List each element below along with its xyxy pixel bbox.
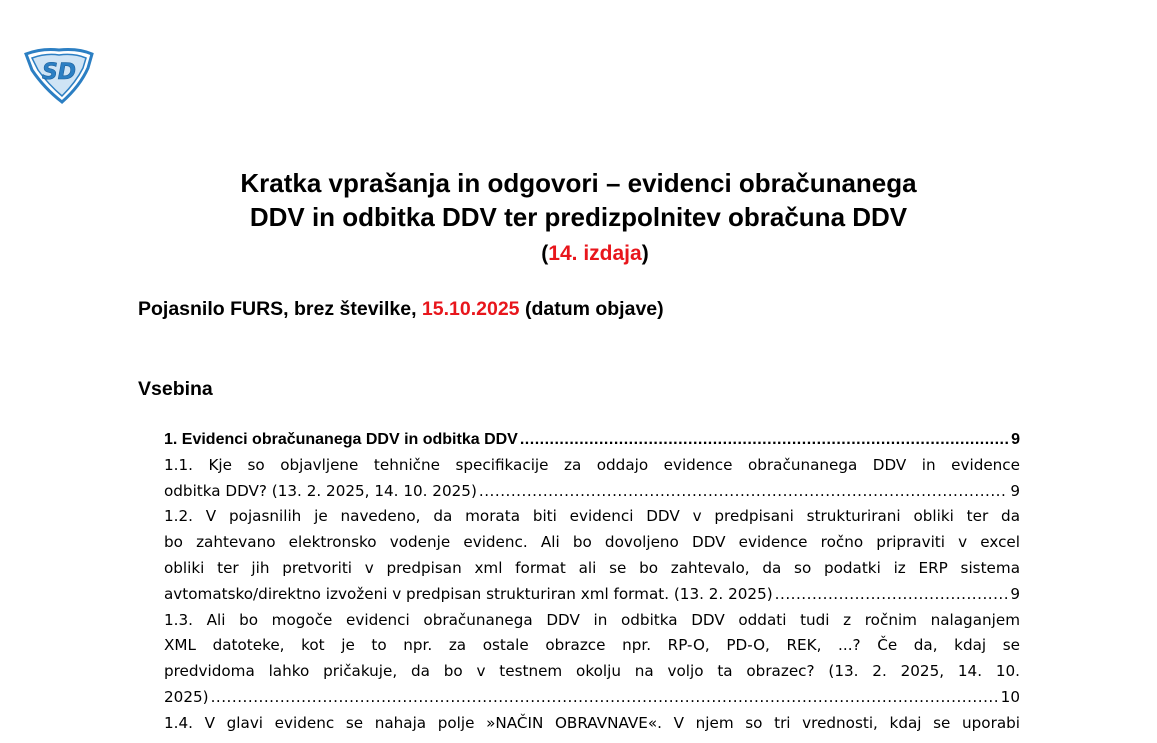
toc-entry-text-line: odbitka DDV? (13. 2. 2025, 14. 10. 2025): [164, 481, 477, 500]
toc-entry-text-line: XML datoteke, kot je to npr. za ostale obrazce npr. RP-O, PD-O, REK, ...? Če da, kdaj se: [164, 636, 1020, 655]
toc-entry[interactable]: [164, 453, 1020, 505]
toc-entry-text-line: obliki ter jih pretvoriti v predpisan xml format ali se bo zahtevalo, da so podatki iz ERP sistema: [164, 558, 1020, 577]
toc-entry[interactable]: [164, 711, 1020, 737]
toc-entry-text-line: 1.2. V pojasnilih je navedeno, da morata biti evidenci DDV v predpisani strukturirani obliki ter da: [164, 507, 1020, 526]
toc-page-number: 9: [1010, 481, 1020, 500]
dot-leader: [520, 427, 1009, 453]
document-title: [0, 166, 1157, 234]
edition-open-paren: (: [541, 242, 549, 265]
table-of-contents: [164, 427, 1020, 737]
edition-label: [0, 240, 1157, 268]
svg-text:SD: SD: [41, 60, 77, 85]
sd-shield-logo-icon: [22, 46, 96, 104]
toc-entry-text-line: bo zahtevano elektronsko vodenje evidenc. Ali bo dovoljeno DDV evidence ročno pripraviti v excel: [164, 533, 1020, 552]
toc-entry-text-line: 1.3. Ali bo mogoče evidenci obračunanega DDV in odbitka DDV oddati tudi z ročnim nalaganjem: [164, 610, 1020, 629]
toc-entry-text-line: 1. Evidenci obračunanega DDV in odbitka DDV: [164, 431, 518, 448]
toc-entry-text-line: predvidoma lahko pričakuje, da bo v testnem okolju na voljo ta obrazec? (13. 2. 2025, 14. 10.: [164, 662, 1020, 681]
toc-entry[interactable]: [164, 427, 1020, 453]
dot-leader: [211, 685, 999, 711]
title-line-1: Kratka vprašanja in odgovori – evidenci obračunanega: [240, 168, 917, 198]
explanation-prefix: Pojasnilo FURS, brez številke,: [138, 298, 422, 320]
toc-entry-text-line: 1.1. Kje so objavljene tehnične specifikacije za oddajo evidence obračunanega DDV in evidence: [164, 455, 1020, 474]
publication-date: 15.10.2025: [421, 298, 520, 320]
edition-close-paren: ): [641, 242, 649, 265]
title-line-2: DDV in odbitka DDV ter predizpolnitev obračuna DDV: [249, 202, 908, 232]
toc-entry[interactable]: [164, 608, 1020, 711]
toc-entry-text-line: 2025): [164, 687, 209, 706]
toc-entry-text-line: avtomatsko/direktno izvoženi v predpisan strukturiran xml format. (13. 2. 2025): [164, 584, 773, 603]
toc-heading: Vsebina: [138, 378, 213, 400]
dot-leader: [775, 582, 1009, 608]
edition-number: 14. izdaja: [548, 242, 642, 265]
toc-page-number: 10: [1000, 687, 1020, 706]
dot-leader: [479, 479, 1008, 505]
explanation-line: [138, 296, 664, 322]
toc-entry[interactable]: [164, 504, 1020, 607]
toc-page-number: 9: [1011, 431, 1020, 448]
toc-page-number: 9: [1010, 584, 1020, 603]
toc-entry-text-line: 1.4. V glavi evidenc se nahaja polje »NAČIN OBRAVNAVE«. V njem so tri vrednosti, kdaj se uporabi: [164, 713, 1020, 732]
explanation-suffix: (datum objave): [519, 298, 664, 320]
